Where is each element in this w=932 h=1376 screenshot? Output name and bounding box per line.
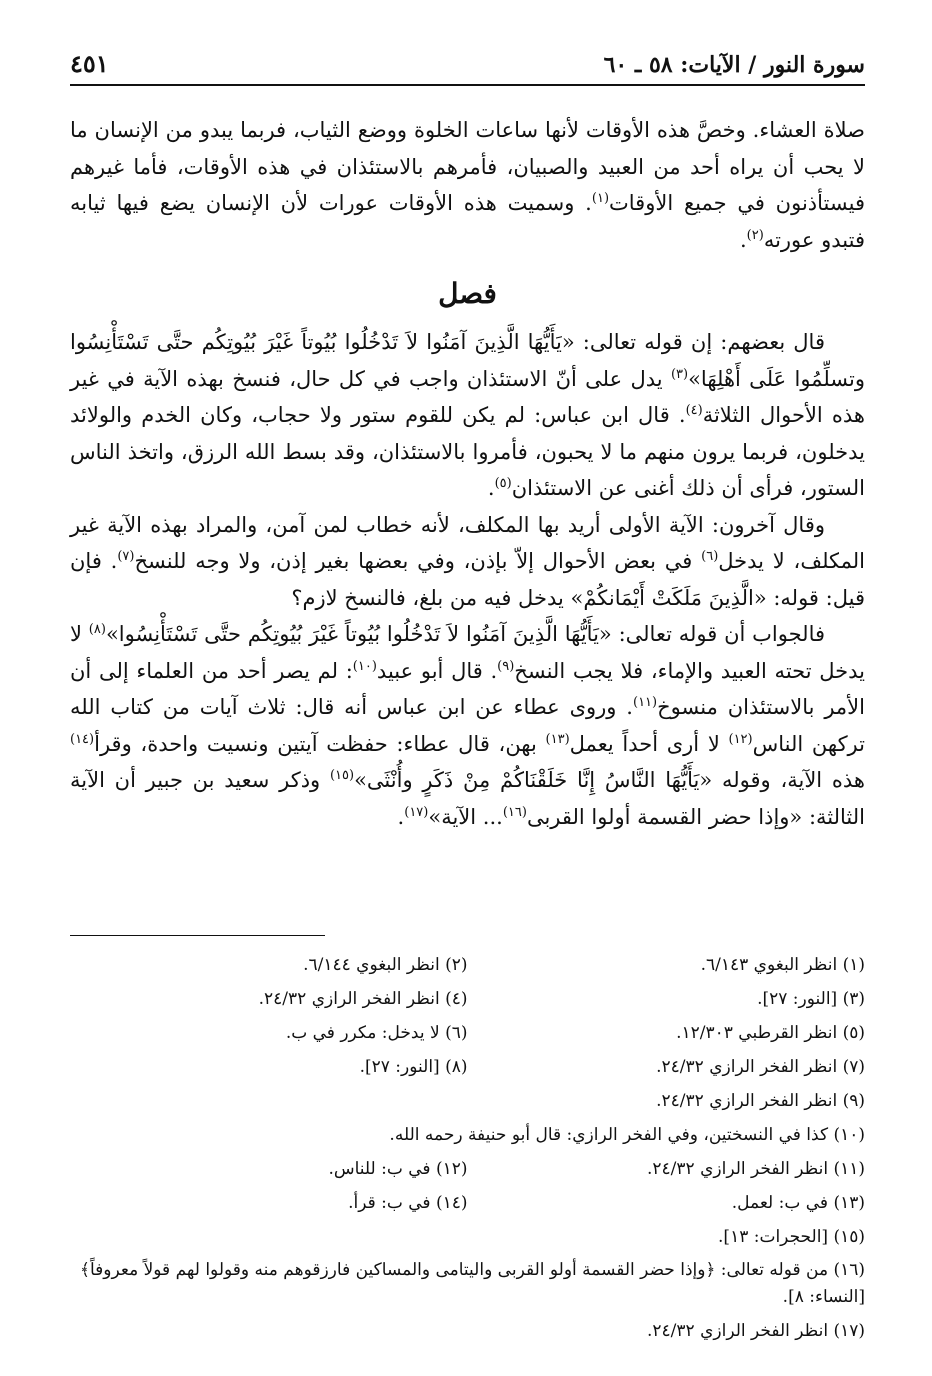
text-run: بهن، قال عطاء: حفظت آيتين ونسيت واحدة، وقرأ xyxy=(94,731,546,756)
footnote-row xyxy=(70,1314,865,1348)
footnote-4: (٤) انظر الفخر الرازي ٢٤/٣٢. xyxy=(258,989,468,1009)
text-run: . قال ابن عباس: لم يكن للقوم ستور ولا حجاب، وكان الخدم والولائد يدخلون، فربما يرون منهم ما لا يحبون، فأمروا بالاستئذان، وقد بسط الله الرزق، واتخذ الناس الستور، فرأى أن ذلك أغنى عن الاستئذان xyxy=(70,403,865,500)
text-run: . قال أبو عبيد xyxy=(376,658,498,683)
footnote-ref: (١٤) xyxy=(70,731,95,747)
footnote-ref: (٨) xyxy=(88,622,106,637)
footnote-ref: (٦) xyxy=(701,549,719,564)
footnote-ref: (١٦) xyxy=(502,804,527,820)
footnotes xyxy=(70,948,865,1348)
text-run: ... الآية» xyxy=(428,804,503,829)
footnote-6: (٦) لا يدخل: مكرر في ب. xyxy=(285,1023,468,1043)
footnote-7: (٧) انظر الفخر الرازي ٢٤/٣٢. xyxy=(656,1057,865,1077)
paragraph-4 xyxy=(70,616,865,835)
text-run: . وروى عطاء عن ابن عباس أنه قال: ثلاث آيات من كتاب الله تركهن الناس xyxy=(70,695,865,756)
footnote-ref: (١٣) xyxy=(545,731,570,747)
footnote-row xyxy=(70,982,865,1016)
text-run: لا أرى أحداً يعمل xyxy=(569,731,729,756)
text-run: . xyxy=(487,476,495,500)
footnote-8: (٨) [النور: ٢٧]. xyxy=(359,1057,468,1077)
footnote-row xyxy=(70,1050,865,1084)
footnote-10: (١٠) كذا في النسختين، وفي الفخر الرازي: قال أبو حنيفة رحمه الله. xyxy=(389,1125,865,1145)
footnote-2: (٢) انظر البغوي ٦/١٤٤. xyxy=(303,955,468,975)
footnote-ref: (١٠) xyxy=(352,658,377,674)
section-heading: فصل xyxy=(438,277,497,310)
footnote-ref: (١٥) xyxy=(329,768,355,783)
text-run: : لم يصر أحد من العلماء إلى أن الأمر بالاستئذان منسوخ xyxy=(70,658,865,719)
footnote-14: (١٤) في ب: قرأ. xyxy=(348,1193,468,1213)
footnote-divider xyxy=(70,935,325,936)
footnote-16: (١٦) من قوله تعالى: ﴿وإذا حضر القسمة أولو القربى واليتامى والمساكين فارزقوهم منه وقولوا لهم قولاً معروفاً﴾ [النساء: ٨]. xyxy=(80,1260,865,1307)
footnote-row xyxy=(70,1186,865,1220)
footnote-ref: (٧) xyxy=(117,549,135,564)
text-run: صلاة العشاء. وخصَّ هذه الأوقات لأنها ساعات الخلوة ووضع الثياب، فربما يبدو من الإنسان ما لا يحب أن يراه أحد من العبيد والصبيان، فأمرهم بالاستئذان في هذه الأوقات، فأما غيرهم فيستأذنون في جميع الأوقات xyxy=(70,118,865,215)
footnote-13: (١٣) في ب: لعمل. xyxy=(731,1193,865,1213)
footnote-row xyxy=(70,1220,865,1254)
text-run: وذكر سعيد بن جبير أن الآية الثالثة: «وإذا حضر القسمة أولوا القربى xyxy=(70,768,865,829)
text-run: لا يدخل تحته العبيد والإماء، فلا يجب النسخ xyxy=(70,622,866,683)
footnote-ref: (٤) xyxy=(685,403,703,418)
text-run: هذه الآية، وقوله «يَأَيُّهَا النَّاسُ إِنَّا خَلَقْنَاكُمْ مِنْ ذَكَرٍ وأُنْثَى» xyxy=(354,768,865,792)
text-run: . فإن قيل: قوله: «الَّذِينَ مَلَكَتْ أَيْمَانكُمْ» يدخل فيه من بلغ، فالنسخ لازم؟ xyxy=(70,549,865,610)
footnote-9: (٩) انظر الفخر الرازي ٢٤/٣٢. xyxy=(656,1091,865,1111)
footnote-1: (١) انظر البغوي ٦/١٤٣. xyxy=(700,955,865,975)
footnote-row xyxy=(70,1016,865,1050)
text-run: . وسميت هذه الأوقات عورات لأن الإنسان يضع فيها ثيابه فتبدو عورته xyxy=(70,191,865,252)
header-title: سورة النور / الآيات: ٥٨ ـ ٦٠ xyxy=(603,52,865,78)
page xyxy=(70,30,866,1341)
footnote-5: (٥) انظر القرطبي ١٢/٣٠٣. xyxy=(676,1023,865,1043)
footnote-ref: (٥) xyxy=(494,476,512,491)
text-run: . xyxy=(397,804,405,829)
footnote-ref: (٢) xyxy=(746,227,764,243)
text-run: قال بعضهم: إن قوله تعالى: «يَأَيُّهَا الَّذِينَ آمَنُوا لاَ تَدْخُلُوا بُيُوتاً غَيْرَ بُيُوتِكُم حتَّى تَسْتَأْنِسُوا وتسلِّمُوا عَلَى أَهْلِهَا» xyxy=(70,330,865,391)
footnote-15: (١٥) [الحجرات: ١٣]. xyxy=(718,1227,865,1247)
footnote-ref: (١١) xyxy=(632,695,658,710)
running-header xyxy=(70,30,865,86)
paragraph-1 xyxy=(70,112,865,258)
footnote-ref: (١) xyxy=(591,191,610,206)
footnote-3: (٣) [النور: ٢٧]. xyxy=(757,989,865,1009)
footnote-row xyxy=(70,1152,865,1186)
paragraph-2 xyxy=(70,324,865,507)
paragraph-3 xyxy=(70,507,865,617)
footnote-ref: (٩) xyxy=(497,658,515,674)
footnote-17: (١٧) انظر الفخر الرازي ٢٤/٣٢. xyxy=(647,1321,865,1341)
text-run: وقال آخرون: الآية الأولى أريد بها المكلف، لأنه خطاب لمن آمن، والمراد بهذه الآية غير المكلف، لا يدخل xyxy=(70,512,865,573)
footnote-row xyxy=(70,948,865,982)
text-run: فالجواب أن قوله تعالى: «يَأَيُّهَا الَّذِينَ آمَنُوا لاَ تَدْخُلُوا بُيُوتاً غَيْرَ بُيُوتِكُم حتَّى تَسْتَأْنِسُوا» xyxy=(105,622,826,646)
page-number: ٤٥١ xyxy=(70,49,109,78)
footnote-row xyxy=(70,1118,865,1152)
text-run: . xyxy=(739,227,747,252)
footnote-row xyxy=(70,1084,865,1118)
footnote-ref: (٣) xyxy=(670,366,689,382)
footnote-11: (١١) انظر الفخر الرازي ٢٤/٣٢. xyxy=(647,1159,865,1179)
footnote-row xyxy=(70,1254,865,1314)
main-text xyxy=(70,112,865,835)
text-run: في بعض الأحوال إلاّ بإذن، وفي بعضها بغير إذن، ولا وجه للنسخ xyxy=(134,549,702,573)
footnote-ref: (١٧) xyxy=(404,804,429,820)
footnote-ref: (١٢) xyxy=(728,731,753,747)
footnote-12: (١٢) في ب: للناس. xyxy=(328,1159,468,1179)
text-run: يدل على أنّ الاستئذان واجب في كل حال، فنسخ بهذه الآية في غير هذه الأحوال الثلاثة xyxy=(70,366,865,427)
